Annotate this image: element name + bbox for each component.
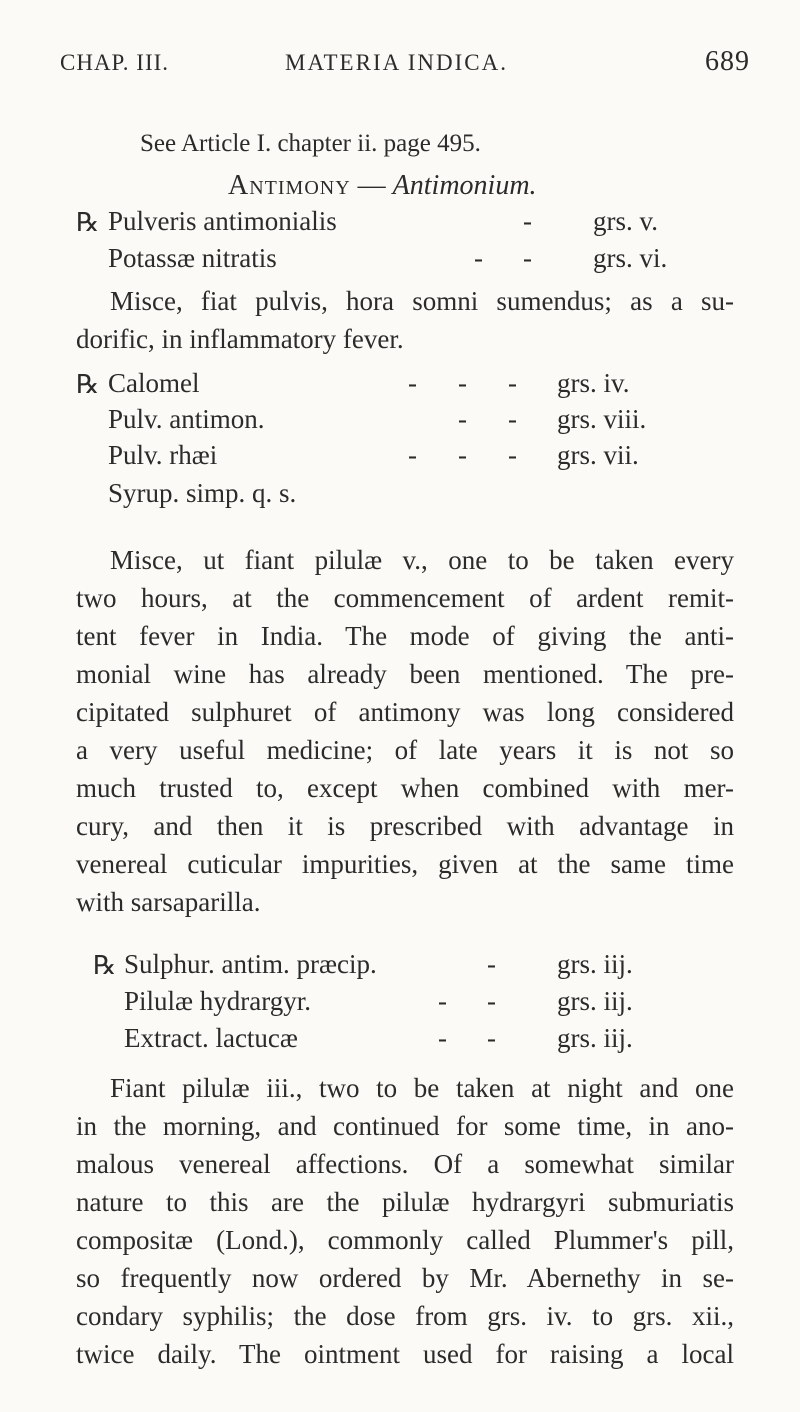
text-line: Misce, fiat pulvis, hora somni sumendus; as a su- bbox=[110, 286, 734, 316]
text-line: much trusted to, except when combined with mer- bbox=[76, 773, 734, 803]
text-line: tent fever in India. The mode of giving the anti- bbox=[76, 621, 734, 651]
ingredient-name: Pulv. rhæi bbox=[108, 440, 218, 470]
ingredient-dose: grs. vii. bbox=[557, 440, 639, 470]
ingredient-name: Potassæ nitratis bbox=[108, 243, 277, 273]
ingredient-name: Calomel bbox=[108, 368, 200, 398]
recipe-symbol: ℞ bbox=[93, 951, 117, 980]
section-heading bbox=[228, 170, 537, 202]
text-line: Fiant pilulæ iii., two to be taken at night and one bbox=[110, 1073, 734, 1103]
dose-dash: - bbox=[408, 368, 417, 398]
text-line: venereal cuticular impurities, given at the same time bbox=[76, 849, 734, 879]
dose-dash: - bbox=[487, 949, 496, 979]
text-line: with sarsaparilla. bbox=[76, 887, 261, 917]
ingredient-dose: grs. iv. bbox=[557, 368, 630, 398]
page-header bbox=[60, 46, 750, 90]
text-line: a very useful medicine; of late years it is not so bbox=[76, 735, 734, 765]
text-line: compositæ (Lond.), commonly called Plummer's pill, bbox=[76, 1225, 734, 1255]
dose-dash: - bbox=[408, 440, 417, 470]
dose-dash: - bbox=[523, 206, 532, 236]
text-line: cury, and then it is prescribed with advantage in bbox=[76, 811, 734, 841]
ingredient-dose: grs. iij. bbox=[557, 1023, 633, 1053]
dose-dash: - bbox=[523, 243, 532, 273]
text-line: two hours, at the commencement of ardent remit- bbox=[76, 583, 734, 613]
text-line: so frequently now ordered by Mr. Abernethy in se- bbox=[76, 1263, 734, 1293]
page-number: 689 bbox=[705, 46, 750, 77]
dose-dash: - bbox=[458, 404, 467, 434]
dose-dash: - bbox=[487, 986, 496, 1016]
dose-dash: - bbox=[474, 243, 483, 273]
dose-dash: - bbox=[458, 440, 467, 470]
chapter-label: CHAP. III. bbox=[60, 50, 170, 75]
dose-dash: - bbox=[508, 404, 517, 434]
heading-name: Antimony bbox=[228, 170, 351, 201]
dose-dash: - bbox=[438, 986, 447, 1016]
text-line: dorific, in inflammatory fever. bbox=[76, 324, 404, 354]
dose-dash: - bbox=[438, 1023, 447, 1053]
text-line: monial wine has already been mentioned. The pre- bbox=[76, 659, 734, 689]
ingredient-name: Pulveris antimonialis bbox=[108, 206, 337, 236]
ingredient-name: Extract. lactucæ bbox=[124, 1023, 298, 1053]
text-line: Misce, ut fiant pilulæ v., one to be taken every bbox=[110, 545, 734, 575]
heading-separator: — bbox=[357, 170, 386, 201]
article-reference: See Article I. chapter ii. page 495. bbox=[140, 130, 481, 157]
text-line: malous venereal affections. Of a somewhat similar bbox=[76, 1149, 734, 1179]
heading-latin: Antimonium. bbox=[392, 170, 537, 201]
text-line: cipitated sulphuret of antimony was long considered bbox=[76, 697, 734, 727]
ingredient-name: Pulv. antimon. bbox=[108, 404, 265, 434]
dose-dash: - bbox=[508, 368, 517, 398]
ingredient-name: Sulphur. antim. præcip. bbox=[124, 949, 377, 979]
running-title: MATERIA INDICA. bbox=[285, 50, 508, 75]
dose-dash: - bbox=[458, 368, 467, 398]
dose-dash: - bbox=[508, 440, 517, 470]
text-line: nature to this are the pilulæ hydrargyri submuriatis bbox=[76, 1187, 734, 1217]
recipe-symbol: ℞ bbox=[76, 208, 100, 237]
text-line: in the morning, and continued for some time, in ano- bbox=[76, 1111, 734, 1141]
ingredient-dose: grs. vi. bbox=[593, 243, 668, 273]
text-line: twice daily. The ointment used for raising a local bbox=[76, 1339, 734, 1369]
text-line: condary syphilis; the dose from grs. iv. to grs. xii., bbox=[76, 1301, 734, 1331]
ingredient-name: Syrup. simp. q. s. bbox=[108, 478, 297, 508]
dose-dash: - bbox=[487, 1023, 496, 1053]
recipe-symbol: ℞ bbox=[76, 370, 100, 399]
ingredient-dose: grs. viii. bbox=[557, 404, 647, 434]
ingredient-dose: grs. v. bbox=[593, 206, 658, 236]
ingredient-name: Pilulæ hydrargyr. bbox=[124, 986, 312, 1016]
ingredient-dose: grs. iij. bbox=[557, 949, 633, 979]
ingredient-dose: grs. iij. bbox=[557, 986, 633, 1016]
